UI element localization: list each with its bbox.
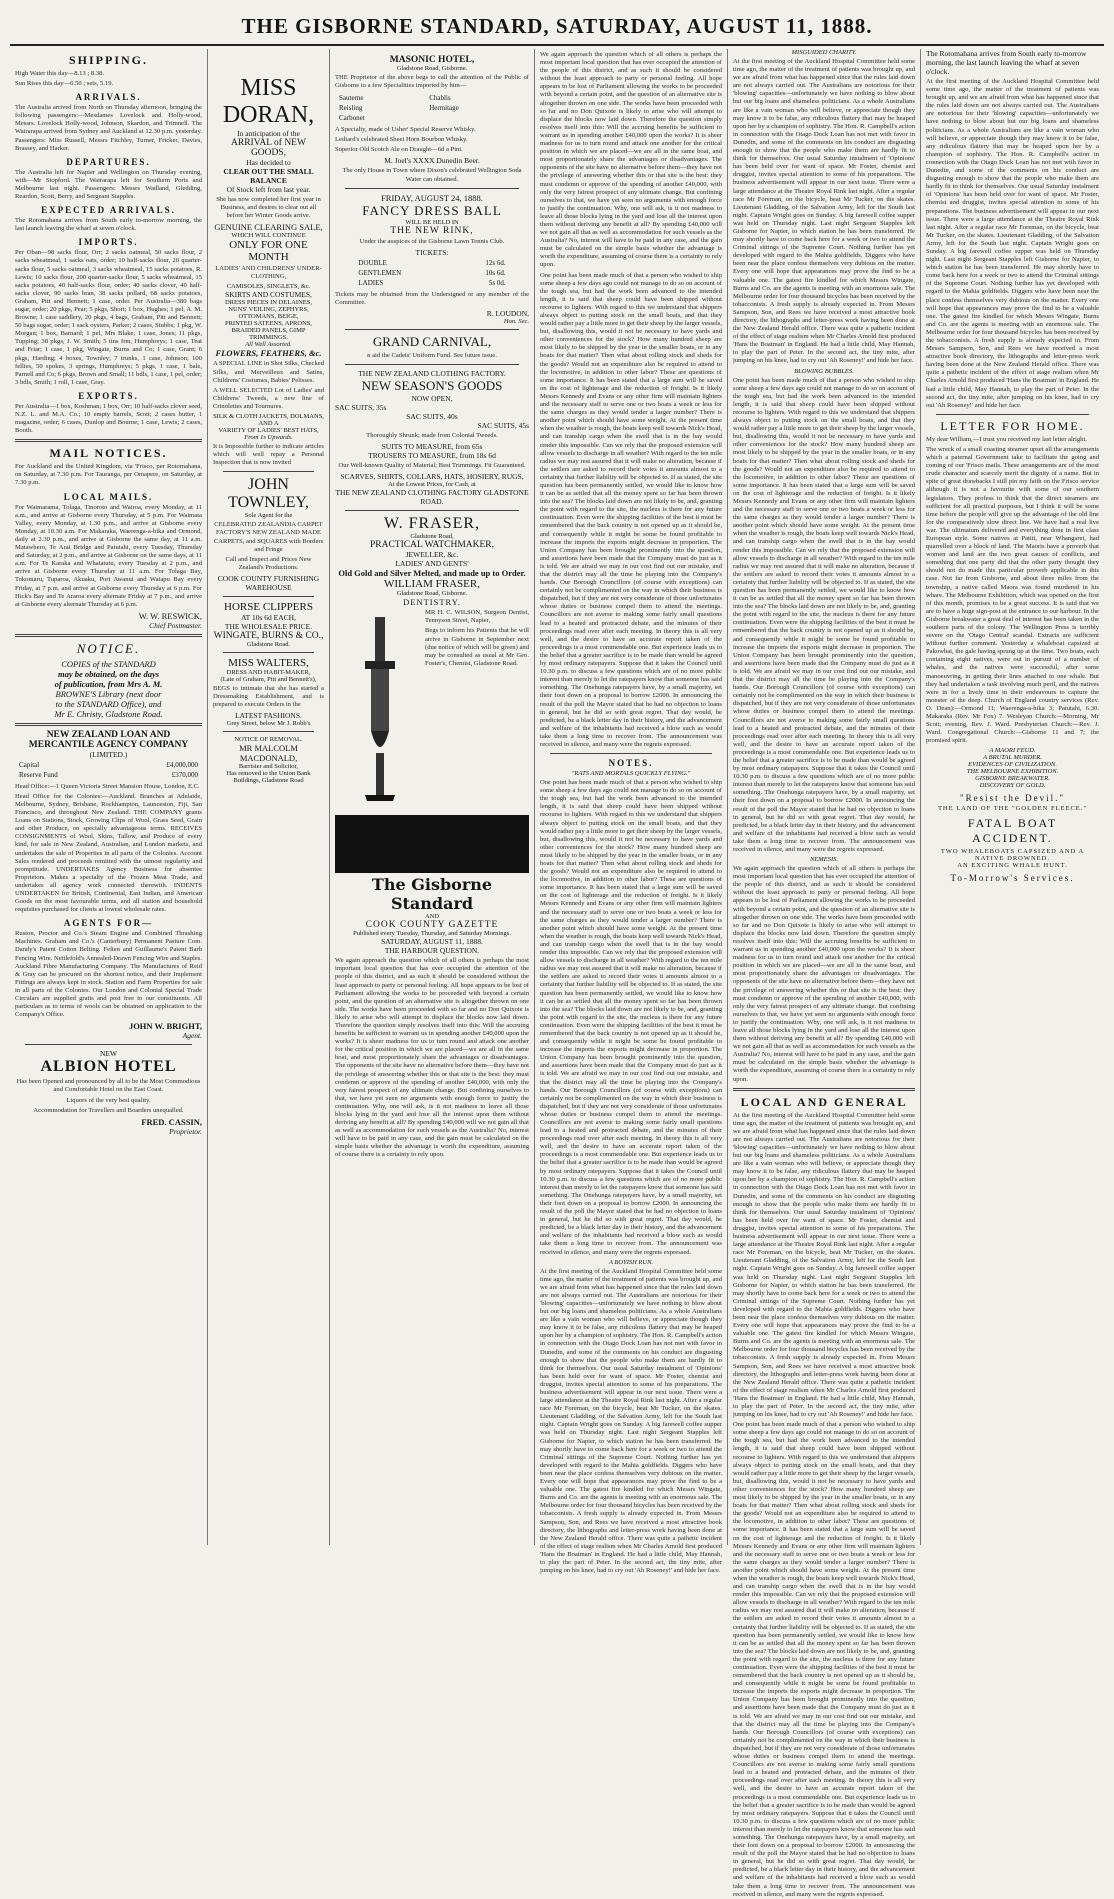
- divider: [15, 439, 202, 442]
- blowing-bubbles-heading: BLOWING BUBBLES.: [794, 367, 854, 375]
- clothing-factory: THE NEW ZEALAND CLOTHING FACTORY GLADSTONE ROAD.: [335, 488, 529, 507]
- tickets-heading: TICKETS:: [415, 247, 449, 257]
- albion-line-3: Accommodation for Travellers and Boarders unequalled.: [33, 1106, 184, 1114]
- albion-new: NEW: [99, 1049, 118, 1059]
- notice-heading: NOTICE.: [76, 640, 141, 656]
- doran-ottomans: OTTOMANS, BEIGE,: [238, 313, 299, 321]
- fraser-ladies-gents: LADIES' AND GENTS': [395, 559, 469, 569]
- column-1: [10, 49, 208, 1545]
- doran-line-1: In anticipation of the: [237, 129, 300, 138]
- divider: [345, 364, 519, 365]
- ball-hall: THE NEW RINK,: [390, 225, 474, 236]
- doran-line-2: ARRIVAL of NEW GOODS,: [231, 138, 306, 158]
- editorial-date: SATURDAY, AUGUST 11, 1888.: [381, 937, 483, 947]
- notes-subheading: "RATS AND MORTALS QUICKLY FLYING.": [571, 770, 691, 778]
- malcolm-macdonald: MR MALCOLM MACDONALD,: [239, 743, 298, 764]
- doran-special: A SPECIAL LINE in Shot Silks, Checked Silks, and Merveilleux and Satins, Childrens' Costumes, Babies' Pelisses.: [213, 360, 324, 384]
- nz-clothing-header: THE NEW ZEALAND CLOTHING FACTORY.: [358, 369, 506, 379]
- sun-rises: Sun Rises this day—6.50 ; sets, 5.19.: [15, 80, 114, 88]
- fraser-gold: Old Gold and Silver Melted, and made up to Order.: [338, 568, 526, 579]
- capital-label: Capital: [19, 760, 40, 769]
- agents-text: Ruston, Proctor and Co.'s Steam Engine and Combined Thrashing Machines. Graham and Co.'s (Canterbury) Permanent Pasture Com. Dandy's Patent Cotton Belting. Felten and Guillaume's Patent Barb Fencing Wire. Nettlefold's Annealed-Drawn Fencing Wire and Staples. Auckland Fibre Manufacturing Company. The Manufactures of Reid & Gray can be procured on the shortest notice, and their Implement Fittings are always kept in stock. Station and Farm Properties for sale in all parts of the Colonies. Our London and Colonial Special Trade Circulars are supplied gratis and post free to our constituents. All particulars as to terms of wools can be obtained on application to the Company's Office.: [15, 930, 203, 1019]
- masonic-hotel: MASONIC HOTEL,: [389, 55, 475, 65]
- doran-line-5: Of Stock left from last year.: [226, 185, 311, 194]
- townley-call: Call and Inspect and Prices New Zealand's Productions.: [225, 555, 312, 571]
- albion-line-2: Liquors of the very best quality.: [66, 1096, 151, 1104]
- fraser-address: Gladstone Road,: [410, 533, 454, 541]
- copies-line-1: COPIES of the STANDARD: [61, 658, 156, 669]
- copies-line-6: Mr E. Christy, Gladstone Road.: [54, 708, 163, 719]
- latest-fashions: LATEST FASHIONS.: [235, 711, 302, 721]
- miss-doran: MISS DORAN,: [222, 75, 315, 128]
- published-note: Published every Tuesday, Thursday, and Saturday Mornings.: [353, 930, 511, 938]
- one-month: ONLY FOR ONE MONTH: [229, 239, 308, 264]
- w-fraser: W. FRASER,: [383, 515, 481, 533]
- wingate-address: Gladstone Road.: [246, 640, 291, 648]
- nemesis-text: We again approach the question which of all others is perhaps the most important local question that has ever occupied the attention of the people of this district, and as such it should be considered without the least approach to party or personal feeling. All hope appears to be lost of Parliament allowing the works to be proceeded with beyond a certain point, and the question of an alternative site is altogether thrown on one side. The works have been proceeded with so far and no Don Quixote is likely to arise who will attempt to displace the blocks now laid down. Therefore the question simply resolves itself into this: Will the accruing benefits be sufficient to warrant us in spending another £40,000 upon the works? It is sheer madness for us to turn round and attack one another for the critical position in which we are placed—we are all in the same boat, and most proportionately share the advantages or disadvantages. The opponents of the site have no alternative before them—they have not the privilege of answering whether this or that site is the best: they must condemn or approve of the spending of another £40,000, with only the very fairest prospect of any ultimate change. But confining ourselves to that, we have yet seen no arguments with enough force to justify the continuation. Why, one will ask, is it not madness to leave all those blocks lying in the yard and lose all the interest upon them without deriving any benefit at all? By spending £40,000 will we not gain all that as well as accommodation for such vessels as the Australia? No, interest will have to be paid in any case, and the gain must be calculated on the simple basis whether the advantage is worth the expenditure, assuming of course there is a certainty to rely upon.: [733, 865, 916, 1083]
- ball-held: WILL BE HELD IN: [405, 218, 459, 226]
- ticket-type: GENTLEMEN: [358, 268, 402, 277]
- doran-printed: PRINTED SATEENS, APRONS,: [224, 320, 313, 328]
- harbour-question-text: We again approach the question which of all others is perhaps the most important local question that has ever occupied the attention of the people of this district, and as such it should be considered without the least approach to party or personal feeling. All hope appears to be lost of Parliament allowing the works to be proceeded with beyond a certain point, and the question of an alternative site is altogether thrown on one side. The works have been proceeded with so far and no Don Quixote is likely to arise who will attempt to displace the blocks now laid down. Therefore the question simply resolves itself into this: Will the accruing benefits be sufficient to warrant us in spending another £40,000 upon the works? It is sheer madness for us to turn round and attack one another for the critical position in which we are placed—we are all in the same boat, and most proportionately share the advantages or disadvantages. The opponents of the site have no alternative before them—they have not the privilege of answering whether this or that site is the best: they must condemn or approve of the spending of another £40,000, with only the very fairest prospect of any ultimate change. But confining ourselves to that, we have yet seen no arguments with enough force to justify the continuation. Why, one will ask, is it not madness to leave all those blocks lying in the yard and lose all the interest upon them without deriving any benefit at all? By spending £40,000 will we not gain all that as well as accommodation for such vessels as the Australia? No, interest will have to be paid in any case, and the gain must be calculated on the simple basis whether the advantage is worth the expenditure, assuming of course there is a certainty to rely upon.: [335, 957, 529, 1159]
- local-continued: The Rotomahana arrives from South early to-morrow morning, the last launch leaving the wharf at seven o'clock.: [926, 49, 1087, 76]
- agents-heading: AGENTS FOR—: [63, 918, 154, 929]
- brutal-murder-heading: A BRUTAL MURDER.: [983, 754, 1042, 762]
- gisborne-standard-title: The Gisborne Standard: [371, 875, 493, 914]
- postmaster-title: Chief Postmaster.: [149, 620, 202, 630]
- arrivals-heading: ARRIVALS.: [75, 92, 142, 103]
- walters-line-1: DRESS AND HABIT-MAKER,: [226, 668, 311, 676]
- doran-skirts: SKIRTS AND COSTUMES,: [225, 290, 312, 300]
- divider: [345, 188, 519, 189]
- wine-item: Sauterne: [339, 94, 364, 103]
- golden-fleece-heading: THE LAND OF THE "GOLDEN FLEECE.": [937, 805, 1088, 813]
- exhibition-heading: THE MELBOURNE EXHIBITION.: [966, 768, 1059, 776]
- column-6: [921, 49, 1104, 1545]
- doran-camisoles: CAMISOLES, SINGLETS, &c.: [226, 283, 311, 291]
- sac-suits-40: SAC SUITS, 40s: [406, 412, 458, 422]
- horse-clippers: HORSE CLIPPERS: [224, 600, 313, 613]
- departures-text: The Australia left for Napier and Wellington on Thursday evening, with—Mr Stopford. The Wairarapa left for Southern Ports and Melbourne last night. Passengers: Messrs Wadland, Gledding, Reardon, Scott, Berry, and Sergeant Stapples.: [15, 168, 202, 201]
- townley-zealandia: CELEBRATED ZEALANDIA CARPET FACTORY'S NEW ZEALAND MADE CARPETS, and SQUARES with Borders and Fringe: [213, 521, 324, 553]
- ticket-type: DOUBLE: [358, 258, 387, 267]
- cook-county-gazette: COOK COUNTY GAZETTE: [365, 920, 499, 931]
- capital-table: [15, 759, 202, 781]
- doran-silk: SILK & CLOTH JACKETS, DOLMANS,: [213, 413, 324, 421]
- high-water: High Water this day—8.13 ; 8.38.: [15, 70, 105, 77]
- doran-variety: VARIETY OF LADIES' BEST HATS,: [218, 427, 319, 435]
- lowest-prices: At the Lowest Prices, for Cash, at: [388, 481, 476, 489]
- expected-text: The Rotomahana arrives from South early to-morrow morning, the last launch leaving the wharf at seven o'clock.: [15, 217, 202, 233]
- maori-feud-heading: A MAORI FEUD.: [989, 747, 1036, 755]
- albion-line-1: Has been Opened and pronounced by all to be the Most Commodious and Comfortable Hotel on the East Coast.: [16, 1078, 201, 1094]
- discovery-heading: DISCOVERY OF GOLD.: [979, 782, 1046, 790]
- departures-heading: DEPARTURES.: [66, 156, 151, 167]
- misguided-charity-heading: MISGUIDED CHARITY.: [791, 49, 857, 56]
- reserve-label: Reserve Fund: [19, 770, 58, 779]
- clippers-price: AT 10s 6d EACH,: [241, 612, 296, 622]
- ticket-price: 5s 0d.: [488, 278, 506, 287]
- bright-title: Agent.: [182, 1031, 202, 1041]
- editorial-continued-2: One point has been made much of that a person who wished to ship some sheep a few days ago could not manage to do so on account of the tough sea, but had the work been advanced to the intended length, it is said that sheep could have been shipped without recourse to lighters. With regard to this we understand that shippers always object to putting stock on the small boats, and that they would rather pay a little more to get their sheep by the larger vessels, but, disallowing this, would it not be necessary to have yards and other conveniences for the stock? How many hundred sheep are most likely to be shipped by the year in the smaller boats, or in any boats for that matter? Then what about rolling stock and sheds for the goods? Would not an expenditure also be required to attend to the locomotive, in addition to other labor? These are questions of some importance. It has been stated that a large sum will be saved on the cost of lighterage and the reduction of freight. Is it likely Messrs Kennedy and Evans or any other firm will maintain lighters and the necessary staff to serve one or two boats a week or less for the same charges as they would tender a larger number? There is another point which should have some weight. At the present time when the weather is rough, the boats keep well towards Nick's Head, and can tranship cargo when the swell that is in the bay would render this impossible. Can we rely that the proposed extension will allow vessels to discharge in all weather? With regard to the ten mile radius we may rest assured that it will make no alteration, because if the settlers are asked to record their votes it amounts almost to a certainty that further liability will be objected to. If as stated, the site question has been permanently settled, we would like to know how it can be as settled that all the money spent so far has been thrown into the sea? The blocks laid down are not likely to be, and, granting the point with regard to the site, the nucleus is there for any future continuation. Even were the shipping facilities of the best it must be remembered that the back country is not opened up as it should be, and consequently while it might be some be found profitable to increase the imports the exports might decrease in proportion. The Union Company has been brought prominently into the question, and assertions have been made that the Company must do just as it is told. We are afraid we may in our cost find out our mistake, and that the district may all the time be playing into the Company's hands. Our Borough Councillors (of course with exceptions) can certainly not be complimented on the way in which their business is dispatched, but if they are not very considerate of those unfortunates whose duties or business compel them to attend the meetings. Councillors are not averse to making some fairly small questions lead to a heated and protracted debate, and the minutes of their proceedings read over after each meeting. In theory this is all very well, and the desire to have an accurate report taken of the proceedings is a most commendable one. But experience leads us to the belief that a greater sacrifice is to be made than would be agreed by most ordinary ratepayers. Suppose that it takes the Council until 10.30 p.m. to discuss a few questions which are of no more public interest than merely to let the ratepayers know that someone has said something. The Onehunga ratepayers have, by a small majority, set their foot down on a proposal to borrow £2000. In announcing the result of the poll the Mayor stated that he had no objection to loans in general, but he did so with great regret. That day would, he predicted, be a black letter day in their history, and the advancement and welfare of the inhabitants had received a blow such as would take them a long time to recover from. The announcement was received in silence, and many were the regrets expressed.: [540, 271, 722, 748]
- columns: [10, 49, 1104, 1898]
- masonic-text: THE Proprietor of the above begs to call the attention of the Public of Gisborne to a few Specialities imported by him—: [335, 74, 529, 90]
- divider: [25, 1044, 192, 1045]
- ticket-price: 10s 6d.: [485, 268, 506, 277]
- ball-date: FRIDAY, AUGUST 24, 1888.: [381, 192, 483, 203]
- john-townley: JOHN TOWNLEY,: [228, 476, 309, 512]
- william-fraser-address: Gladstone Road, Gisborne.: [396, 590, 468, 598]
- doran-well-selected: A WELL SELECTED Lot of Ladies' and Childrens' Tweeds, a new line of Crinolettes and Tournures.: [213, 386, 324, 410]
- notes-text: One point has been made much of that a person who wished to ship some sheep a few days ago could not manage to do so on account of the tough sea, but had the work been advanced to the intended length, it is said that sheep could have been shipped without recourse to lighters. With regard to this we understand that shippers always object to putting stock on the small boats, and that they would rather pay a little more to get their sheep by the larger vessels, but, disallowing this, would it not be necessary to have yards and other conveniences for the stock? How many hundred sheep are most likely to be shipped by the year in the smaller boats, or in any boats for that matter? Then what about rolling stock and sheds for the goods? Would not an expenditure also be required to attend to the locomotive, in addition to other labor? These are questions of some importance. It has been stated that a large sum will be saved on the cost of lighterage and the reduction of freight. Is it likely Messrs Kennedy and Evans or any other firm will maintain lighters and the necessary staff to serve one or two boats a week or less for the same charges as they would tender a larger number? There is another point which should have some weight. At the present time when the weather is rough, the boats keep well towards Nick's Head, and can tranship cargo when the swell that is in the bay would render this impossible. Can we rely that the proposed extension will allow vessels to discharge in all weather? With regard to the ten mile radius we may rest assured that it will make no alteration, because if the settlers are asked to record their votes it amounts almost to a certainty that further liability will be objected to. If as stated, the site question has been permanently settled, we would like to know how it can be as settled that all the money spent so far has been thrown into the sea? The blocks laid down are not likely to be, and, granting the point with regard to the site, the nucleus is there for any future continuation. Even were the shipping facilities of the best it must be remembered that the back country is not opened up as it should be, and consequently while it might be some be found profitable to increase the imports the exports might decrease in proportion. The Union Company has been brought prominently into the question, and assertions have been made that the Company must do just as it is told. We are afraid we may in our cost find out our mistake, and that the district may all the time be playing into the Company's hands. Our Borough Councillors (of course with exceptions) can certainly not be complimented on the way in which their business is dispatched, but if they are not very considerate of those unfortunates whose duties or business compel them to attend the meetings. Councillors are not averse to making some fairly small questions lead to a heated and protracted debate, and the minutes of their proceedings read over after each meeting. In theory this is all very well, and the desire to have an accurate report taken of the proceedings is a most commendable one. But experience leads us to the belief that a greater sacrifice is to be made than would be agreed by most ordinary ratepayers. Suppose that it takes the Council until 10.30 p.m. to discuss a few questions which are of no more public interest than merely to let the ratepayers know that someone has said something. The Onehunga ratepayers have, by a small majority, set their foot down on a proposal to borrow £2000. In announcing the result of the poll the Mayor stated that he had no objection to loans in general, but he did so with great regret. That day would, he predicted, be a black letter day in their history, and the advancement and welfare of the inhabitants had received a blow such as would take them a long time to recover from. The announcement was received in silence, and many were the regrets expressed.: [540, 779, 722, 1256]
- doran-line-4: CLEAR OUT THE SMALL BALANCE: [223, 167, 314, 185]
- masonic-address: Gladstone Road, Gisborne.: [396, 65, 468, 72]
- doran-braided: BRAIDED PANELS, GIMP TRIMMINGS.: [231, 327, 306, 342]
- divider: [223, 596, 314, 597]
- column-4: [535, 49, 728, 1575]
- masonic-lediard: Lediard's celebrated Sheet Horn Bourbon Whisky.: [335, 136, 468, 144]
- local-mails-text: For Waimarama, Tolaga, Tinoroto and Wairoa, every Monday, at 11 a.m., and arrive at Gisborne every Thursday, at 5 p.m. For Waimata Valley, every Monday, at 1.30 p.m., and arrive at Gisborne every Monday, at 10.30 a.m. For Makaraka, Waerenga-a-hika and Ormond, daily at 2.30 p.m., and arrive at Gisborne the same day, at 11 a.m. Matawhero, Te Arai Bridge and Patutahi, every Tuesday, Thursday and Saturday, at 2 p.m., and arrive at Gisborne on the same days, at 11 a.m. For Te Karaka and Whatatutu, every Tuesday at 2 p.m., and arrive at Gisborne every Thursday at 11 a.m. For Tolaga Bay, Tokomaru, Tuparoa, Akuaku, Port Awanui and Waiapu Bay every Friday, at 7 p.m. and arrive at Gisborne every Thursday at 6 p.m. For Hick's Bay and Te Araroa every alternate Friday at 7 p.m., and arrive at Gisborne every alternate Thursday at 6 p.m.: [15, 503, 202, 608]
- fraser-jeweller: JEWELLER, &c.: [405, 550, 459, 560]
- masthead-rule: [10, 44, 1104, 46]
- nemesis-heading: NEMESIS.: [810, 856, 838, 864]
- copies-line-5: to the STANDARD Office), and: [55, 698, 162, 709]
- doran-nuns: NUNS' VEILING, ZEPHYRS,: [228, 306, 309, 314]
- masonic-only-house: The only House in Town where Dixon's celebrated Wellington Soda Water can obtained.: [342, 167, 522, 183]
- wine-item: Carbonet: [339, 114, 365, 123]
- breakwater-heading: GISBORNE BREAKWATER.: [975, 775, 1050, 783]
- doran-line-6: She has now completed her first year in Business, and desires to clear out all before her Winter Goods arrive.: [216, 196, 321, 220]
- divider: [15, 723, 202, 726]
- nz-loan-company: NEW ZEALAND LOAN AND MERCANTILE AGENCY COMPANY: [28, 729, 189, 750]
- copies-line-3: of publication, from Mrs A. M.: [54, 678, 163, 689]
- whale-hunt-subheading: AN EXCITING WHALE HUNT.: [957, 862, 1068, 870]
- ticket-price: 12s 6d.: [485, 258, 506, 267]
- divider: [936, 414, 1089, 415]
- walters-line-3: BEGS to intimate that she has started a Dressmaking Establishment, and is prepared to execute Orders in the: [213, 684, 324, 709]
- dentistry: DENTISTRY.: [403, 597, 461, 608]
- wine-item: Hermitage: [429, 104, 459, 113]
- thoroughly-shrunk: Thoroughly Shrunk; made from Colonial Tweeds.: [366, 432, 498, 440]
- ball-auspices: Under the auspices of the Gisborne Lawn Tennis Club.: [359, 237, 505, 245]
- fancy-dress-ball: FANCY DRESS BALL: [362, 202, 502, 218]
- whaleboats-subheading: TWO WHALEBOATS CAPSIZED AND A NATIVE DROWNED.: [940, 848, 1085, 863]
- scarves-shirts: SCARVES, SHIRTS, COLLARS, HATS, HOSIERY, RUGS,: [340, 472, 524, 482]
- clippers-wholesale: THE WHOLESALE PRICE.: [224, 621, 313, 631]
- walters-line-2: (Late of Graham, Pitt and Bennett's),: [220, 675, 317, 683]
- divider: [345, 510, 519, 511]
- local-general-heading: LOCAL AND GENERAL: [740, 1094, 908, 1109]
- masonic-joel: M. Joel's XXXX Dunedin Beer.: [384, 156, 480, 166]
- reserve-value: £370,000: [171, 770, 198, 779]
- masonic-whisky: A Specialty, made of Usher' Special Reserve Whisky.: [335, 126, 476, 134]
- william-fraser: WILLIAM FRASER,: [384, 578, 480, 591]
- tickets-note: Tickets may be obtained from the Undersigned or any member of the Committee.: [335, 290, 529, 306]
- letter-greeting: My dear William,—I trust you received my last letter alright.: [926, 435, 1087, 443]
- doran-line-3: Has decided to: [246, 158, 291, 167]
- imports-heading: IMPORTS.: [78, 237, 139, 248]
- editorial-continued: We again approach the question which of all others is perhaps the most important local question that has ever occupied the attention of the people of this district, and as such it should be considered without the least approach to party or personal feeling. All hope appears to be lost of Parliament allowing the works to be proceeded with beyond a certain point, and the question of an alternative site is altogether thrown on one side. The works have been proceeded with so far and no Don Quixote is likely to arise who will attempt to displace the blocks now laid down. Therefore the question simply resolves itself into this: Will the accruing benefits be sufficient to warrant us in spending another £40,000 upon the works? It is sheer madness for us to turn round and attack one another for the critical position in which we are placed—we are all in the same boat, and most proportionately share the advantages or disadvantages. The opponents of the site have no alternative before them—they have not the privilege of answering whether this or that site is the best: they must condemn or approve of the spending of another £40,000, with only the very fairest prospect of any ultimate change. But confining ourselves to that, we have yet seen no arguments with enough force to justify the continuation. Why, one will ask, is it not madness to leave all those blocks lying in the yard and lose all the interest upon them without deriving any benefit at all? By spending £40,000 will we not gain all that as well as accommodation for such vessels as the Australia? No, interest will have to be paid in any case, and the gain must be calculated on the simple basis whether the advantage is worth the expenditure, assuming of course there is a certainty to rely upon.: [540, 51, 723, 269]
- column-2: [208, 49, 330, 1545]
- divider: [345, 329, 519, 330]
- expected-heading: EXPECTED ARRIVALS.: [41, 205, 176, 216]
- walters-grey-street: Grey Street, below Mr J. Robb's: [226, 720, 311, 728]
- dentist-ad: [335, 607, 529, 809]
- branches-text: Head Office for the Colonies:—Auckland. Branches at Adelaide, Melbourne, Sydney, Brisbane, Rockhampton, Launceston, Fiji, San Francisco, and throughout New Zealand. THE COMPANY grants Loans on Stations, Stock, Growing Clips of Wool, Grass Seed, Grain and other Produce, on specially advantageous terms. RECEIVES CONSIGNMENTS of Wool, Skins, Tallow, and Produce of every kind, for sale in New Zealand, Australian, and London markets, and undertakes the sale of Properties in all parts of the Colonies. Account Sales rendered and proceeds remitted with the utmost regularity and promptitude. UNDERTAKES Agency Business for absentee Proprietors. Makes a specialty of the Frozen Meat Trade, and undertakes all agency work connected therewith. INDENTS UNDERTAKEN for British, Continental, East Indian, and American Goods on the most favourable terms, and all station and household requisites purchased for clients at lowest wholesale rates.: [15, 792, 202, 914]
- wingate-burns: WINGATE, BURNS & CO.,: [213, 630, 324, 641]
- misguided-charity-text: At the first meeting of the Auckland Hospital Committee held some time ago, the matter of the treatment of patients was brought up, and we are afraid from what has happened since that the rules laid down are not always carried out. The Australians are notorious for their 'blowing' capacities—unfortunately we have nothing to blow about but our big loans and shameless politicians. As a whole Australians are like a vain woman who will believe, or appreciate though they may know it to be false, any ridiculous flattery that may be heaped upon her by a champion of sophistry. The Hon. R. Campbell's action in connection with the Otago Dock Loan has not met with favor in Dunedin, and some of the comments on his conduct are disgusting enough to show that the people who make them are hardly fit to think for themselves. Our usual Saturday instalment of 'Opinions' has been held over for want of space. Mr Foster, chemist and druggist, invites special attention to some of his preparations. The business advertisement will appear in our next issue. There were a large attendance at the Theatre Royal Rink last night. After a regular race Mr Foreman, on the bicycle, beat Mr Tucker, on the skates. Lieutenant Gladding, of the Salvation Army, left for the South last night. Captain Wright goes on Sunday. A big farewell coffee supper was held on Thursday night. Last night Sergeant Stapples left Gisborne for Napier, to which station he has been transferred. He may shortly have to come back here for a week or two to attend the Criminal sittings of the Supreme Court. Nothing further has yet developed with regard to the Mahia goldfields. Diggers who have been near the place confess themselves very dubious on the matter. Every one will hope that appearances may prove the find to be a valuable one. The gatest fire kindled for which Messrs Wingate, Burns and Co. are the agents is meeting with an enormous sale. The Melbourne order for four thousand bicycles has been received by the tobacconists. A fresh supply is already expected in. From Messrs Sampson, Son, and Rees we have received a most attractive book directory, the lithographs and letter-press work having been done at the New Zealand Herald office. There was quite a pathetic incident of the effect of stage realism when Mr Charles Arnold first produced 'Hans the Boatman' in England. He had a little child, May Hannah, to play the part of Peter. In the second act, the tiny mite, after jumping on his knee, had to cry out 'Ah Roseney!' and hide her face.: [733, 58, 915, 365]
- exports-heading: EXPORTS.: [78, 390, 139, 401]
- sac-suits-35: SAC SUITS, 35s: [335, 403, 387, 413]
- wine-item: Chablis: [429, 94, 451, 103]
- shipping-heading: SHIPPING.: [68, 53, 148, 67]
- now-open: NOW OPEN,: [411, 394, 453, 404]
- notes-heading: NOTES.: [608, 758, 654, 769]
- local-general-text-2: One point has been made much of that a person who wished to ship some sheep a few days ago could not manage to do so on account of the tough sea, but had the work been advanced to the intended length, it is said that sheep could have been shipped without recourse to lighters. With regard to this we understand that shippers always object to putting stock on the small boats, and that they would rather pay a little more to get their sheep by the larger vessels, but, disallowing this, would it not be necessary to have yards and other conveniences for the stock? How many hundred sheep are most likely to be shipped by the year in the smaller boats, or in any boats for that matter? Then what about rolling stock and sheds for the goods? Would not an expenditure also be required to attend to the locomotive, in addition to other labor? These are questions of some importance. It has been stated that a large sum will be saved on the cost of lighterage and the reduction of freight. Is it likely Messrs Kennedy and Evans or any other firm will maintain lighters and the necessary staff to serve one or two boats a week or less for the same charges as they would tender a larger number? There is another point which should have some weight. At the present time when the weather is rough, the boats keep well towards Nick's Head, and can tranship cargo when the swell that is in the bay would render this impossible. Can we rely that the proposed extension will allow vessels to discharge in all weather? With regard to the ten mile radius we may rest assured that it will make no alteration, because if the settlers are asked to record their votes it amounts almost to a certainty that further liability will be objected to. If as stated, the site question has been permanently settled, we would like to know how it can be as settled that all the money spent so far has been thrown into the sea? The blocks laid down are not likely to be, and, granting the point with regard to the site, the nucleus is there for any future continuation. Even were the shipping facilities of the best it must be remembered that the back country is not opened up as it should be, and consequently while it might be some be found profitable to increase the imports the exports might decrease in proportion. The Union Company has been brought prominently into the question, and assertions have been made that the Company must do just as it is told. We are afraid we may in our cost find out our mistake, and that the district may all the time be playing into the Company's hands. Our Borough Councillors (of course with exceptions) can certainly not be complimented on the way in which their business is dispatched, but if they are not very considerate of those unfortunates whose duties or business compel them to attend the meetings. Councillors are not averse to making some fairly small questions lead to a heated and protracted debate, and the minutes of their proceedings read over after each meeting. In theory this is all very well, and the desire to have an accurate report taken of the proceedings is a most commendable one. But experience leads us to the belief that a greater sacrifice is to be made than would be agreed by most ordinary ratepayers. Suppose that it takes the Council until 10.30 p.m. to discuss a few questions which are of no more public interest than merely to let the ratepayers know that someone has said something. The Onehunga ratepayers have, by a small majority, set their foot down on a proposal to borrow £2000. In announcing the result of the poll the Mayor stated that he had no objection to loans in general, but he did so with great regret. That day would, he predicted, be a black letter day in their history, and the advancement and welfare of the inhabitants had received a blow such as would take them a long time to recover from. The announcement was received in silence, and many were the regrets expressed.: [733, 1421, 915, 1898]
- wines-table: [335, 92, 529, 124]
- cook-county-furnishing: COOK COUNTY FURNISHING WAREHOUSE: [217, 573, 320, 592]
- divider: [223, 652, 314, 653]
- loudon-title: Hon. Sec.: [503, 317, 529, 325]
- copies-line-4: BROWNE'S Library (next door: [55, 688, 162, 699]
- doran-flowers: FLOWERS, FEATHERS, &c.: [215, 348, 322, 359]
- loudon-name: R. LOUDON,: [486, 308, 529, 318]
- wilson-name: MR H. C. WILSON, Surgeon Dentist, Tennyson Street, Napier,: [425, 609, 529, 625]
- mail-text: For Auckland and the United Kingdom, via 'Frisco, per Rotomahana, on Saturday, at 7.30 p.m. For Tauranga, per Omapere, on Saturday, at 7.30 p.m.: [15, 463, 202, 487]
- local-continued-text: At the first meeting of the Auckland Hospital Committee held some time ago, the matter of the treatment of patients was brought up, and we are afraid from what has happened since that the rules laid down are not always carried out. The Australians are notorious for their 'blowing' capacities—unfortunately we have nothing to blow about but our big loans and shameless politicians. As a whole Australians are like a vain woman who will believe, or appreciate though they may know it to be false, any ridiculous flattery that may be heaped upon her by a champion of sophistry. The Hon. R. Campbell's action in connection with the Otago Dock Loan has not met with favor in Dunedin, and some of the comments on his conduct are disgusting enough to show that the people who make them are hardly fit to think for themselves. Our usual Saturday instalment of 'Opinions' has been held over for want of space. Mr Foster, chemist and druggist, invites special attention to some of his preparations. The business advertisement will appear in our next issue. There were a large attendance at the Theatre Royal Rink last night. After a regular race Mr Foreman, on the bicycle, beat Mr Tucker, on the skates. Lieutenant Gladding, of the Salvation Army, left for the South last night. Captain Wright goes on Sunday. A big farewell coffee supper was held on Thursday night. Last night Sergeant Stapples left Gisborne for Napier, to which station he has been transferred. He may shortly have to come back here for a week or two to attend the Criminal sittings of the Supreme Court. Nothing further has yet developed with regard to the Mahia goldfields. Diggers who have been near the place confess themselves very dubious on the matter. Every one will hope that appearances may prove the find to be a valuable one. The gatest fire kindled for which Messrs Wingate, Burns and Co. are the agents is meeting with an enormous sale. The Melbourne order for four thousand bicycles has been received by the tobacconists. A fresh supply is already expected in. From Messrs Sampson, Son, and Rees we have received a most attractive book directory, the lithographs and letter-press work having been done at the New Zealand Herald office. There was quite a pathetic incident of the effect of stage realism when Mr Charles Arnold first produced 'Hans the Boatman' in England. He had a little child, May Hannah, to play the part of Peter. In the second act, the tiny mite, after jumping on his knee, had to cry out 'Ah Roseney!' and hide her face.: [926, 78, 1099, 409]
- column-5: [728, 49, 921, 1898]
- doran-from: From 1s Upwards.: [244, 434, 293, 442]
- divider: [15, 634, 202, 637]
- wine-item: Reisling: [339, 104, 363, 113]
- divider: [223, 471, 314, 472]
- doran-dress: DRESS PIECES IN DELAINES,: [224, 299, 313, 307]
- masthead-block: [335, 815, 529, 873]
- bright-name: JOHN W. BRIGHT,: [128, 1021, 202, 1032]
- macdonald-barrister: Barrister and Solicitor,: [238, 763, 299, 771]
- exports-text: Per Australia—1 box, Koshman; 1 box, Orr; 10 half-sacks clover seed, N.Z. L. and M.A. Co.; 10 empty barrels, Scott; 2 cases butter, 1 magazine, order; 6 cases, Dunlop and Bourne; 1 case, Lewis; 2 cases, Booth.: [15, 402, 202, 435]
- divider: [223, 731, 314, 732]
- genuine-sale: GENUINE CLEARING SALE,: [214, 222, 323, 233]
- new-season-goods: NEW SEASON'S GOODS: [361, 378, 503, 394]
- wilson-text: Begs to inform his Patients that he will arrive in Gisborne in September next (due notice of which will be given) and may be consulted as usual at Mr Geo. Foster's, Chemist, Gladstone Road.: [425, 627, 529, 667]
- divider: [733, 1088, 915, 1091]
- doran-ladies: LADIES' AND CHILDRENS' UNDER-CLOTHING,: [215, 265, 322, 281]
- boyish-run-text: At the first meeting of the Auckland Hospital Committee held some time ago, the matter of the treatment of patients was brought up, and we are afraid from what has happened since that the rules laid down are not always carried out. The Australians are notorious for their 'blowing' capacities—unfortunately we have nothing to blow about but our big loans and shameless politicians. As a whole Australians are like a vain woman who will believe, or appreciate though they may know it to be false, any ridiculous flattery that may be heaped upon her by a champion of sophistry. The Hon. R. Campbell's action in connection with the Otago Dock Loan has not met with favor in Dunedin, and some of the comments on his conduct are disgusting enough to show that the people who make them are hardly fit to think for themselves. Our usual Saturday instalment of 'Opinions' has been held over for want of space. Mr Foster, chemist and druggist, invites special attention to some of his preparations. The business advertisement will appear in our next issue. There were a large attendance at the Theatre Royal Rink last night. After a regular race Mr Foreman, on the bicycle, beat Mr Tucker, on the skates. Lieutenant Gladding, of the Salvation Army, left for the South last night. Captain Wright goes on Sunday. A big farewell coffee supper was held on Thursday night. Last night Sergeant Stapples left Gisborne for Napier, to which station he has been transferred. He may shortly have to come back here for a week or two to attend the Criminal sittings of the Supreme Court. Nothing further has yet developed with regard to the Mahia goldfields. Diggers who have been near the place confess themselves very dubious on the matter. Every one will hope that appearances may prove the find to be a valuable one. The gatest fire kindled for which Messrs Wingate, Burns and Co. are the agents is meeting with an enormous sale. The Melbourne order for four thousand bicycles has been received by the tobacconists. A fresh supply is already expected in. From Messrs Sampson, Son, and Rees we have received a most attractive book directory, the lithographs and letter-press work having been done at the New Zealand Herald office. There was quite a pathetic incident of the effect of stage realism when Mr Charles Arnold first produced 'Hans the Boatman' in England. He had a little child, May Hannah, to play the part of Peter. In the second act, the tiny mite, after jumping on his knee, had to cry out 'Ah Roseney!' and hide her face.: [540, 1267, 722, 1575]
- copies-line-2: may be obtained, on the days: [57, 668, 160, 679]
- doran-all-well: All Well Assorted.: [245, 341, 292, 349]
- well-known-quality: Our Well-known Quality of Material; Best Trimmings. Fit Guaranteed.: [338, 462, 526, 470]
- local-general-text: At the first meeting of the Auckland Hospital Committee held some time ago, the matter of the treatment of patients was brought up, and we are afraid from what has happened since that the rules laid down are not always carried out. The Australians are notorious for their 'blowing' capacities—unfortunately we have nothing to blow about but our big loans and shameless politicians. As a whole Australians are like a vain woman who will believe, or appreciate though they may know it to be false, any ridiculous flattery that may be heaped upon her by a champion of sophistry. The Hon. R. Campbell's action in connection with the Otago Dock Loan has not met with favor in Dunedin, and some of the comments on his conduct are disgusting enough to show that the people who make them are hardly fit to think for themselves. Our usual Saturday instalment of 'Opinions' has been held over for want of space. Mr Foster, chemist and druggist, invites special attention to some of his preparations. The business advertisement will appear in our next issue. There were a large attendance at the Theatre Royal Rink last night. After a regular race Mr Foreman, on the bicycle, beat Mr Tucker, on the skates. Lieutenant Gladding, of the Salvation Army, left for the South last night. Captain Wright goes on Sunday. A big farewell coffee supper was held on Thursday night. Last night Sergeant Stapples left Gisborne for Napier, to which station he has been transferred. He may shortly have to come back here for a week or two to attend the Criminal sittings of the Supreme Court. Nothing further has yet developed with regard to the Mahia goldfields. Diggers who have been near the place confess themselves very dubious on the matter. Every one will hope that appearances may prove the find to be a valuable one. The gatest fire kindled for which Messrs Wingate, Burns and Co. are the agents is meeting with an enormous sale. The Melbourne order for four thousand bicycles has been received by the tobacconists. A fresh supply is already expected in. From Messrs Sampson, Son, and Rees we have received a most attractive book directory, the lithographs and letter-press work having been done at the New Zealand Herald office. There was quite a pathetic incident of the effect of stage realism when Mr Charles Arnold first produced 'Hans the Boatman' in England. He had a little child, May Hannah, to play the part of Peter. In the second act, the tiny mite, after jumping on his knee, had to cry out 'Ah Roseney!' and hide her face.: [733, 1111, 915, 1419]
- albion-hotel: ALBION HOTEL: [40, 1058, 177, 1076]
- capital-value: £4,000,000: [166, 760, 198, 769]
- macdonald-removed: Has removed to the Union Bank Buildings, Gladstone Road: [226, 770, 311, 785]
- masonic-scotch: Superior Old Scotch Ale on Draught—6d a Pint.: [335, 146, 463, 154]
- evidences-heading: EVIDENCES OF CIVILIZATION.: [968, 761, 1057, 769]
- doran-and: AND A: [258, 420, 279, 428]
- will-continue: WHICH WILL CONTINUE: [231, 232, 306, 240]
- newspaper-title: THE GISBORNE STANDARD, SATURDAY, AUGUST 11, 1888.: [241, 14, 873, 38]
- cassin-title: Proprietor.: [169, 1126, 202, 1136]
- carnival-sub: n aid the Cadets' Uniform Fund. See future issue.: [367, 351, 497, 359]
- postmaster: W. W. RESWICK,: [138, 610, 202, 621]
- divider: [550, 753, 712, 754]
- services-heading: To-Morrow's Services.: [950, 873, 1075, 884]
- mail-heading: MAIL NOTICES.: [49, 446, 168, 461]
- resist-devil-heading: "Resist the Devil.": [959, 793, 1066, 804]
- limited: (LIMITED.): [89, 749, 128, 759]
- boyish-run-heading: A BOYISH RUN.: [608, 1258, 654, 1266]
- tickets-table: [354, 257, 509, 289]
- suits-to-measure: SUITS TO MEASURE, from 65s: [381, 442, 483, 452]
- fraser-watchmaker: PRACTICAL WATCHMAKER,: [369, 540, 495, 551]
- ticket-type: LADIES: [358, 278, 384, 287]
- townley-sole-agent: Sole Agent for the: [244, 512, 293, 520]
- notice-of-removal: NOTICE OF REMOVAL.: [234, 736, 303, 744]
- blowing-bubbles-text: One point has been made much of that a person who wished to ship some sheep a few days ago could not manage to do so on account of the tough sea, but had the work been advanced to the intended length, it is said that sheep could have been shipped without recourse to lighters. With regard to this we understand that shippers always object to putting stock on the small boats, and that they would rather pay a little more to get their sheep by the larger vessels, but, disallowing this, would it not be necessary to have yards and other conveniences for the stock? How many hundred sheep are most likely to be shipped by the year in the smaller boats, or in any boats for that matter? Then what about rolling stock and sheds for the goods? Would not an expenditure also be required to attend to the locomotive, in addition to other labor? These are questions of some importance. It has been stated that a large sum will be saved on the cost of lighterage and the reduction of freight. Is it likely Messrs Kennedy and Evans or any other firm will maintain lighters and the necessary staff to serve one or two boats a week or less for the same charges as they would tender a larger number? There is another point which should have some weight. At the present time when the weather is rough, the boats keep well towards Nick's Head, and can tranship cargo when the swell that is in the bay would render this impossible. Can we rely that the proposed extension will allow vessels to discharge in all weather? With regard to the ten mile radius we may rest assured that it will make no alteration, because if the settlers are asked to record their votes it amounts almost to a certainty that further liability will be objected to. If as stated, the site question has been permanently settled, we would like to know how it can be as settled that all the money spent so far has been thrown into the sea? The blocks laid down are not likely to be, and, granting the point with regard to the site, the nucleus is there for any future continuation. Even were the shipping facilities of the best it must be remembered that the back country is not opened up as it should be, and consequently while it might be some be found profitable to increase the imports the exports might decrease in proportion. The Union Company has been brought prominently into the question, and assertions have been made that the Company must do just as it is told. We are afraid we may in our cost find out our mistake, and that the district may all the time be playing into the Company's hands. Our Borough Councillors (of course with exceptions) can certainly not be complimented on the way in which their business is dispatched, but if they are not very considerate of those unfortunates whose duties or business compel them to attend the meetings. Councillors are not averse to making some fairly small questions lead to a heated and protracted debate, and the minutes of their proceedings read over after each meeting. In theory this is all very well, and the desire to have an accurate report taken of the proceedings is a most commendable one. But experience leads us to the belief that a greater sacrifice is to be made than would be agreed by most ordinary ratepayers. Suppose that it takes the Council until 10.30 p.m. to discuss a few questions which are of no more public interest than merely to let the ratepayers know that someone has said something. The Onehunga ratepayers have, by a small majority, set their foot down on a proposal to borrow £2000. In announcing the result of the poll the Mayor stated that he had no objection to loans in general, but he did so with great regret. That day would, he predicted, be a black letter day in their history, and the advancement and welfare of the inhabitants had received a blow such as would take them a long time to recover from. The announcement was received in silence, and many were the regrets expressed.: [733, 376, 915, 853]
- trousers-to-measure: TROUSERS TO MEASURE, from 18s 6d: [368, 451, 496, 461]
- column-3: [330, 49, 535, 1545]
- letter-text: The wreck of a small coasting steamer upset all the arrangements which a paternal Government take to facilitate the going and coming of our 'Frisco mails. These arrangements are of the most crude character and scarcely merit the dignity of a name. But in spite of great drawbacks I still pin my faith on the Frisco service although it is not a favourite with some of our southern legislators. They profess to think that the direct steamers are sufficient for all practical purposes, but I think it will be some time before the people will give up the advantage of the old line for the comparatively slow direct line. We have had a real live war. The ultimatum delivered and everything done in first class European style. Some natives at Patiti, near Whangarei, had quarrelled over a block of land. The Maoris have a proverb that women and land are the two great causes of conflicts, and something that one party did that the other party thought they should not do made this particular proverb applicable in this case. Not far from Gisborne, and about three miles from the township, a native called Maora was found murdered in his whare. The Melbourne Exhibition, which was opened on the first of this month, promises to be a great success. It is said that we are to have a huge sign-post at the entrance to our harbour. In the Gisborne breakwater a great deal of interest has been taken in the southern parts of the colony. The Wellington Press is terribly severe on the 'Otago Central' scandal. Extracts are sufficient without further comment. Yesterday a whaleboat capsized at Pakowhai, the gale having sprung up at the time. Two boats, each containing eight natives, were out in pursuit of a number of whales, and the natives were successful, after some manoeuvring, in getting their lines attached to one whale. But they had undertaken a task involving much peril, and the natives were in for a lively time in their endeavours to capture the monster of the deep. Church of England country services (Rev. O. Dean):—Ormond 11; Waerenga-a-hika 3; Patutahi, 6.30. Makaraka (Rev. Mr Fox) 7. Wesleyan Church:—Morning, Mr Scott; evening, Rev. J. Ward. Presbyterian Church:—Rev. J. Ward. Congregational Church:—Gisborne 11 and 7; the promised spirit.: [926, 445, 1099, 745]
- letter-for-home-heading: LETTER FOR HOME.: [940, 418, 1085, 433]
- masthead: [10, 8, 1104, 44]
- arrivals-text: The Australia arrived from North on Thursday afternoon, bringing the following passengers:—Mesdames Lovelock and Holly-wood, Messrs. Lovelock Holly-wood, Johnson, Skardon, and Trimnell. The Wairarapa arrived from Sydney and Auckland at 12.30 p.m. yesterday. Passengers: Miss Russell, Messrs Fitchley, Turner, Fricker, Davies, Brassey, and Harker.: [15, 104, 202, 152]
- fatal-accident-heading: FATAL BOAT ACCIDENT.: [967, 816, 1058, 846]
- sac-suits-45: SAC SUITS, 45s: [477, 421, 529, 431]
- miss-walters: MISS WALTERS,: [228, 656, 309, 669]
- imports-text: Per Oban—98 sacks flour, Orr; 2 sacks oatmeal, 50 sacks flour, 2 sacks wheatmeal, 1 sacks oats, order; 10 half-sacks flour, 20 quarter-sacks flour, 5 sacks oatmeal, 3 sacks wheatmeal, 15 sacks potatoes, R. Lewis; 10 sacks flour, 200 quarter-sacks flour, 5 sacks wheatmeal, 15 sacks potatoes, 40 half-sacks flour, order; 40 sacks clover, 40 half-sacks clover, 90 sacks bran, 38 sacks pollard, 68 sacks potatoes, Graham, Pitt and Bennett; 1 case, order. Per Australia—380 bags sugar, order; 20 pkgs, Pear; 5 pkgs, Short; 1 box, Hughes; 1 pel, A. M. Browne; 1 case saddlery, 20 pkgs, 4 bags, Graham, Pitt and Bennett; 50 bags sugar, order; 1 sack oysters, Parker; 2 cases, Stubbs; 1 pkg, W. Morgan; 1 box, Barnard; 1 pel, Mrs Blake; 1 case, Jones; 11 pkgs, Tupping; 38 pkgs, J. W. Smith; 5 tins frm, Humphreys; 1 case, Teat and Friar; 1 case, 1 pkg, Wingate, Burns and Co; 1 case, Grant; 6 pkgs, Harding; 4 boxes, Townley; 7 trunks, 1 case, Johnson; 100 fellies, 50 spokes, 3 springs, Humphreys; 5 pkgs, 1 case, 1 bale, Parnell and Co; 6 pkgs, Brown and Small; 11 bdls, 1 case, 1 pel, order; 3 bdls, Smith; 1 roll, 1 case, Gray.: [15, 249, 202, 386]
- harbour-question-heading: THE HARBOUR QUESTION.: [384, 946, 480, 956]
- head-office: Head Office:—1 Queen Victoria Street Mansion House, London, E.C.: [15, 782, 200, 790]
- local-mails-heading: LOCAL MAILS.: [63, 491, 154, 502]
- doran-impossible: It is Impossible further to indicate articles which will well repay a Personal Inspection that is now invited: [213, 443, 324, 467]
- cassin-name: FRED. CASSIN,: [141, 1116, 202, 1127]
- tooth-key-icon: [335, 613, 425, 803]
- grand-carnival: GRAND CARNIVAL,: [372, 333, 492, 349]
- standard-and: AND: [424, 913, 440, 921]
